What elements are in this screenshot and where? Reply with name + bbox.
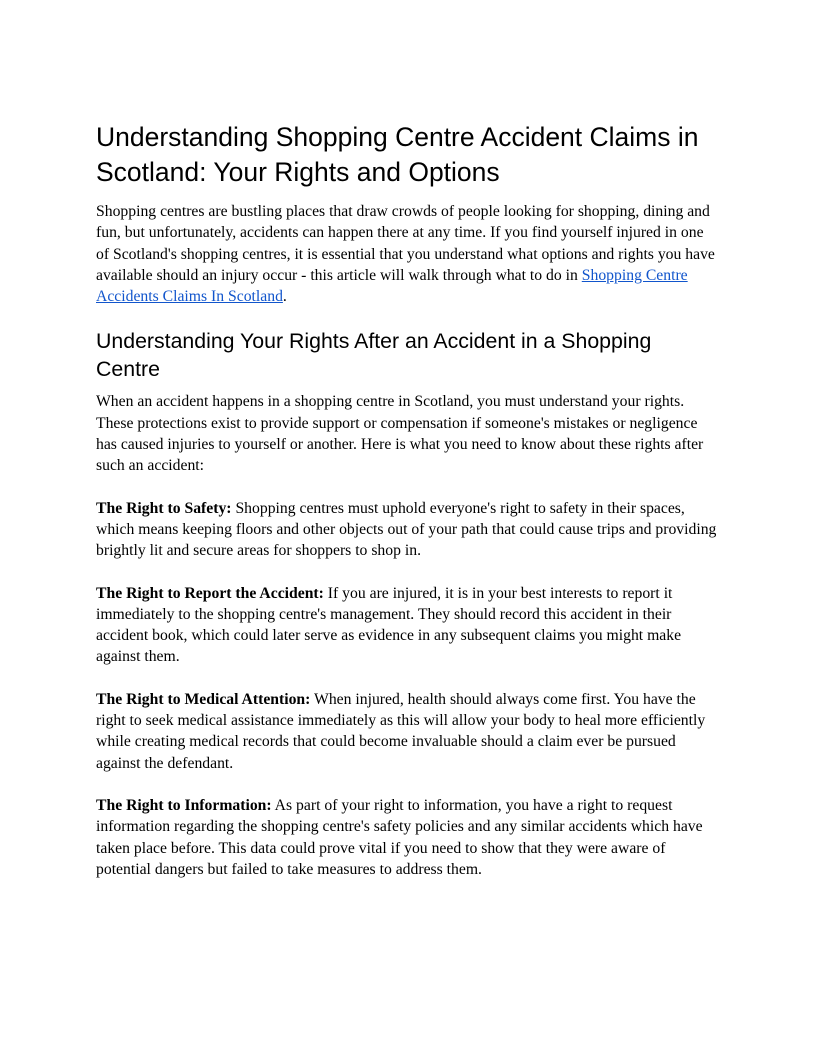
right-paragraph-report bbox=[96, 583, 720, 668]
right-label: The Right to Information: bbox=[96, 796, 272, 814]
paragraph-spacer bbox=[96, 774, 720, 795]
intro-paragraph bbox=[96, 201, 720, 307]
section-heading: Understanding Your Rights After an Accident in a Shopping Centre bbox=[96, 329, 652, 382]
paragraph-spacer bbox=[96, 562, 720, 583]
intro-text-end: . bbox=[282, 288, 287, 306]
right-text: If you are injured, it is in your best interests to report it immediately to the shopping centre's management. They should record this accident in their accident book, which could later serve as evidence in any subsequent claims you might make against them. bbox=[96, 584, 682, 666]
paragraph-spacer bbox=[96, 477, 720, 498]
document-page bbox=[96, 120, 720, 880]
section-intro-paragraph: When an accident happens in a shopping centre in Scotland, you must understand your rights. These protections exist to provide support or compensation if someone's mistakes or negligence has caused injuries to yourself or another. Here is what you need to know about these rights after such an accident: bbox=[96, 393, 704, 475]
right-label: The Right to Report the Accident: bbox=[96, 584, 324, 602]
page-title: Understanding Shopping Centre Accident Claims in Scotland: Your Rights and Options bbox=[96, 122, 699, 187]
right-label: The Right to Safety: bbox=[96, 499, 232, 517]
right-text: Shopping centres must uphold everyone's right to safety in their spaces, which means keeping floors and other objects out of your path that could cause trips and providing brightly lit and secure areas for shoppers to shop in. bbox=[96, 499, 717, 560]
right-text: As part of your right to information, you have a right to request information regarding the shopping centre's safety policies and any similar accidents which have taken place before. This data could prove vital if you need to show that they were aware of potential dangers but failed to take measures to address them. bbox=[96, 796, 703, 878]
paragraph-spacer bbox=[96, 668, 720, 689]
right-label: The Right to Medical Attention: bbox=[96, 690, 311, 708]
intro-text: Shopping centres are bustling places that draw crowds of people looking for shopping, dining and fun, but unfortunately, accidents can happen there at any time. If you find yourself injured in one of Scotland's shopping centres, it is essential that you understand what options and rights you have available should an injury occur - this article will walk through what to do in bbox=[96, 203, 715, 284]
right-paragraph-information bbox=[96, 795, 720, 880]
right-paragraph-medical bbox=[96, 689, 720, 774]
right-paragraph-safety bbox=[96, 498, 720, 562]
claims-link[interactable]: Shopping Centre Accidents Claims In Scotland bbox=[96, 266, 688, 306]
right-text: When injured, health should always come first. You have the right to seek medical assistance immediately as this will allow your body to heal more efficiently while creating medical records that could become invaluable should a claim ever be pursued against the defendant. bbox=[96, 690, 706, 772]
